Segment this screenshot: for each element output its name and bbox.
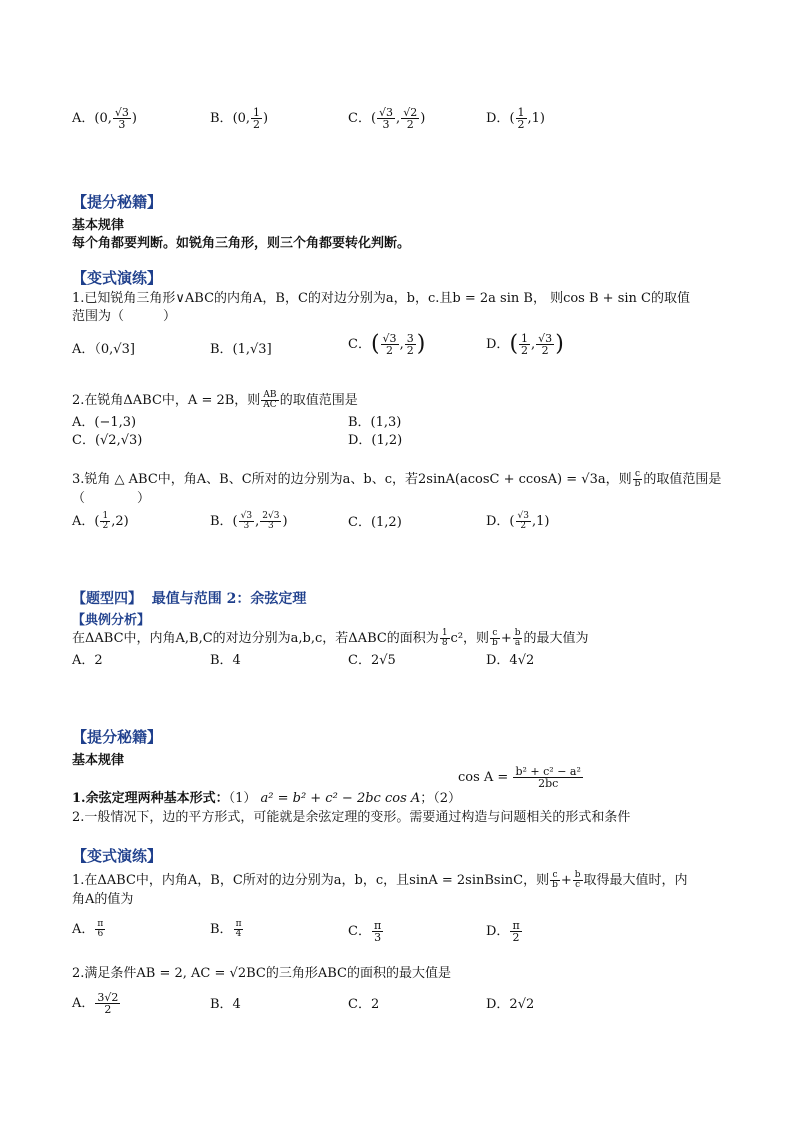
option-b: B．(0, $\frac{1}{2}$ ) — [210, 106, 269, 131]
option-a: A．(0, $\frac{√3}{3}$ ) — [72, 106, 137, 131]
q3-option-d: D．( $\frac{√3}{2}$ ,1) — [486, 511, 550, 531]
q3-option-a: A．( $\frac{1}{2}$ ,2) — [72, 511, 129, 531]
pq1-option-a: A． $\frac{\pi}{6}$ — [72, 919, 104, 939]
practice-question-1-text: 1.在ΔABC中，内角A，B，C所对的边分别为a，b，c，且sinA = 2sinBsinC，则 $\frac{c}{b}$ + $\frac{b}{c}$ 取得最大值时，内 — [72, 870, 688, 890]
section-subheading: 基本规律 — [72, 218, 125, 233]
question-3-text-cont: （ ） — [72, 491, 151, 506]
q3-option-c: C．(1,2) — [348, 515, 402, 530]
practice-question-2-text: 2.满足条件AB = 2, AC = √2BC的三角形ABC的面积的最大值是 — [72, 966, 451, 981]
rule-text: 每个角都要判断。如锐角三角形，则三个角都要转化判断。 — [72, 236, 411, 251]
example-option-c: C．2√5 — [348, 653, 396, 668]
pq2-option-d: D．2√2 — [486, 997, 535, 1012]
example-option-d: D．4√2 — [486, 653, 535, 668]
section-header-type-four: 【题型四】 最值与范围 2：余弦定理 — [72, 591, 307, 607]
section-subheading-2: 基本规律 — [72, 753, 125, 768]
pq1-option-b: B． $\frac{\pi}{4}$ — [210, 919, 242, 939]
q1-option-c: C．( $\frac{√3}{2}$ , $\frac{3}{2}$ ) — [348, 331, 426, 357]
q2-option-a: A．(−1,3) — [72, 415, 137, 430]
pq2-option-a: A． $\frac{3√2}{2}$ — [72, 991, 119, 1016]
section-header-tips: 【提分秘籍】 — [72, 193, 163, 211]
example-question-text: 在ΔABC中，内角A,B,C的对边分别为a,b,c，若ΔABC的面积为 $\frac{1}{8}$ c²，则 $\frac{c}{b}$ + $\frac{b}{a}$ 的最大值为 — [72, 628, 589, 648]
rule-1-text: 1.余弦定理两种基本形式：（1） a² = b² + c² − 2bc cos A；（2） — [72, 791, 462, 806]
example-option-b: B．4 — [210, 653, 241, 668]
question-2-text: 2.在锐角ΔABC中，A = 2B，则 $\frac{AB}{AC}$ 的取值范围是 — [72, 390, 358, 410]
pq2-option-c: C．2 — [348, 997, 380, 1012]
section-header-practice-2: 【变式演练】 — [72, 847, 163, 865]
q2-option-b: B．(1,3) — [348, 415, 402, 430]
q3-option-b: B．( $\frac{√3}{3}$ , $\frac{2√3}{3}$ ) — [210, 511, 288, 531]
practice-question-1-text-cont: 角A的值为 — [72, 892, 134, 907]
pq1-option-d: D． $\frac{\pi}{2}$ — [486, 919, 520, 944]
cosine-formula: cos A = $\frac{\text{b² + c² − a²}}{2bc}$ — [458, 765, 581, 790]
q1-option-b: B．(1,√3] — [210, 342, 272, 357]
section-header-tips-2: 【提分秘籍】 — [72, 728, 163, 746]
section-subheading-analysis: 【典例分析】 — [72, 613, 151, 628]
option-d: D．( $\frac{1}{2}$ ,1) — [486, 106, 545, 131]
question-3-text: 3.锐角 △ ABC中，角A、B、C所对的边分别为a、b、c，若2sinA(acosC + ccosA) = √3a，则 $\frac{c}{b}$ 的取值范围是 — [72, 469, 722, 489]
option-c: C．( $\frac{√3}{3}$ , $\frac{√2}{2}$ ) — [348, 106, 426, 131]
question-1-text-cont: 范围为（ ） — [72, 309, 177, 324]
pq1-option-c: C． $\frac{\pi}{3}$ — [348, 919, 382, 944]
pq2-option-b: B．4 — [210, 997, 241, 1012]
q1-option-a: A．（0,√3] — [72, 342, 135, 357]
section-header-practice: 【变式演练】 — [72, 269, 163, 287]
q2-option-d: D．(1,2) — [348, 433, 403, 448]
rule-2-text: 2.一般情况下，边的平方形式，可能就是余弦定理的变形。需要通过构造与问题相关的形式和条件 — [72, 810, 631, 825]
q2-option-c: C．(√2,√3) — [72, 433, 143, 448]
q1-option-d: D．( $\frac{1}{2}$ , $\frac{√3}{2}$ ) — [486, 331, 564, 357]
example-option-a: A．2 — [72, 653, 103, 668]
question-1-text: 1.已知锐角三角形∨ABC的内角A，B，C的对边分别为a，b，c.且b = 2a sin B， 则cos B + sin C的取值 — [72, 291, 690, 306]
